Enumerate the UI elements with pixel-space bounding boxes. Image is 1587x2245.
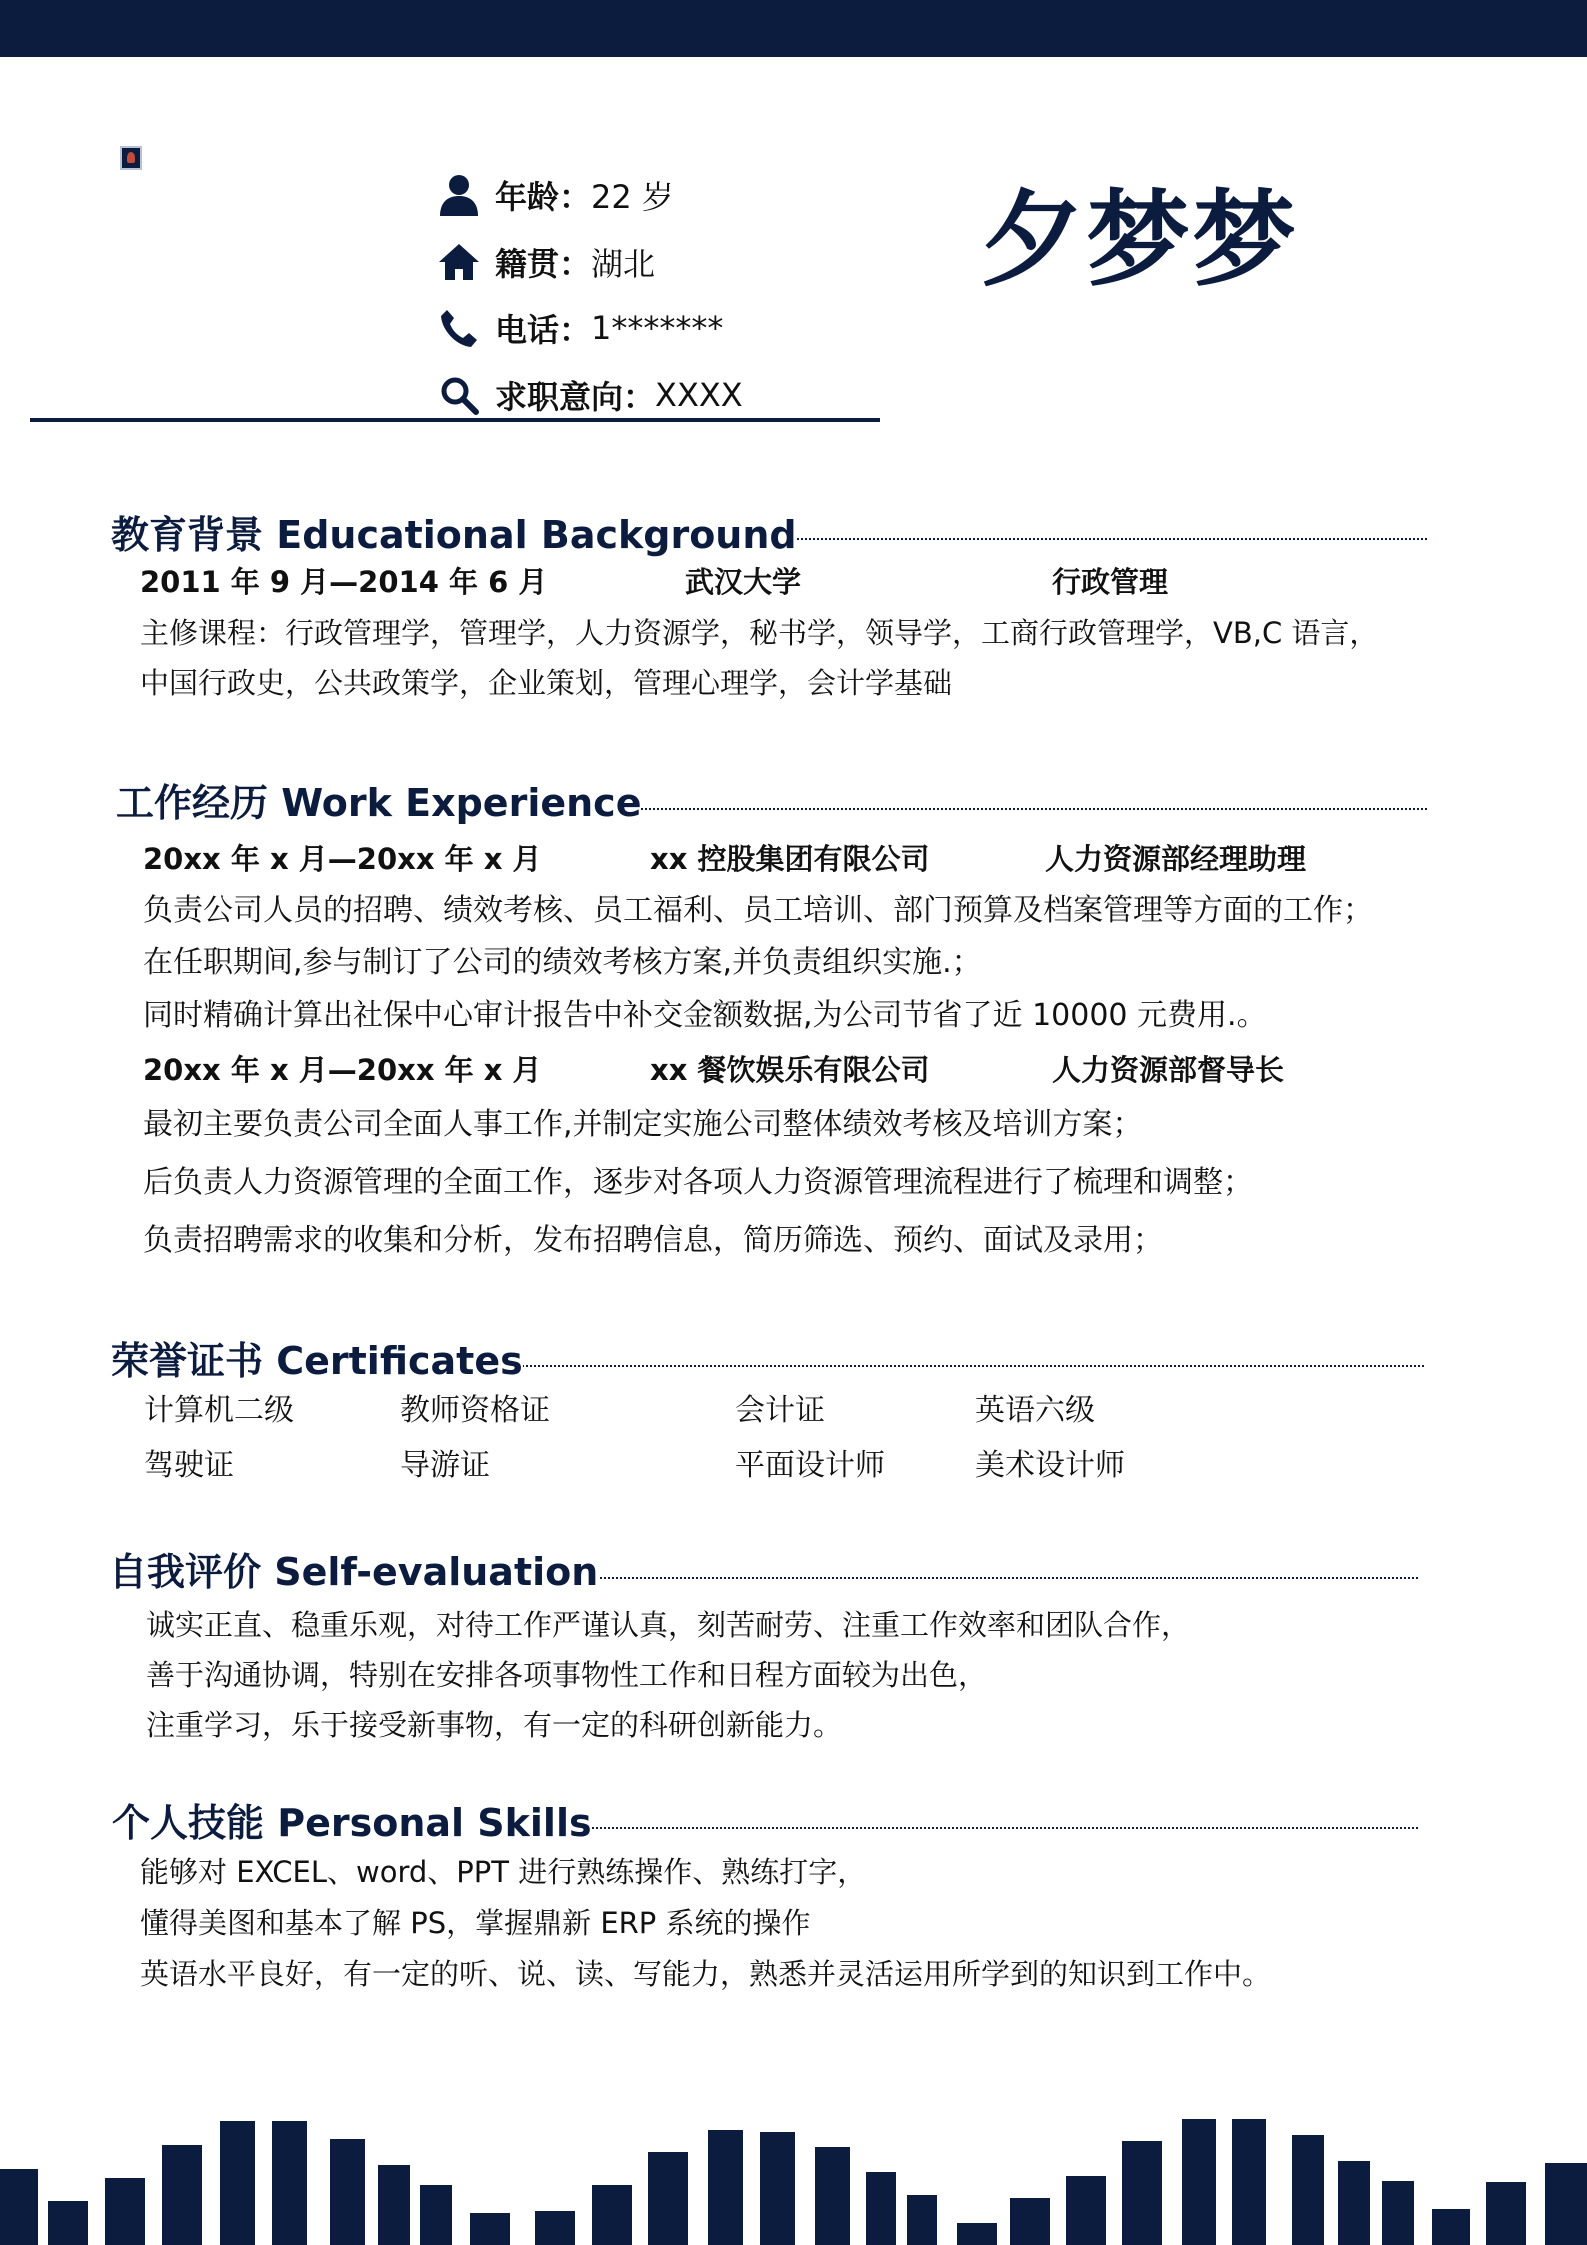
deco-bar <box>708 2130 743 2245</box>
work-title: 工作经历 Work Experience <box>116 781 642 825</box>
skills-line2: 懂得美图和基本了解 PS，掌握鼎新 ERP 系统的操作 <box>140 1906 811 1940</box>
top-banner <box>0 0 1587 57</box>
work-rule <box>590 808 1427 810</box>
certificates-title: 荣誉证书 Certificates <box>111 1339 523 1383</box>
candidate-name: 夕梦梦 <box>980 179 1299 301</box>
job2-line1: 最初主要负责公司全面人事工作,并制定实施公司整体绩效考核及培训方案； <box>143 1107 1143 1142</box>
skills-title: 个人技能 Personal Skills <box>112 1801 592 1845</box>
cert-item: 驾驶证 <box>144 1448 234 1483</box>
deco-bar <box>470 2213 510 2245</box>
deco-bar <box>48 2201 88 2245</box>
cert-item: 计算机二级 <box>144 1393 294 1428</box>
age-value: 22 岁 <box>591 178 674 216</box>
cert-item: 教师资格证 <box>400 1393 550 1428</box>
deco-bar <box>105 2178 145 2245</box>
skills-line3: 英语水平良好，有一定的听、说、读、写能力，熟悉并灵活运用所学到的知识到工作中。 <box>140 1957 1272 1991</box>
home-icon <box>437 240 481 284</box>
hometown-value: 湖北 <box>591 245 656 283</box>
deco-bar <box>1545 2163 1587 2245</box>
deco-bar <box>1182 2119 1216 2245</box>
certificates-rule <box>482 1365 1424 1367</box>
job1-line2: 在任职期间,参与制订了公司的绩效考核方案,并负责组织实施.； <box>143 945 982 980</box>
deco-bar <box>957 2223 997 2245</box>
education-school: 武汉大学 <box>685 565 802 599</box>
deco-bar <box>866 2172 896 2245</box>
job-intention-label: 求职意向： <box>495 378 656 416</box>
deco-bar <box>1486 2182 1526 2245</box>
job1-line1: 负责公司人员的招聘、绩效考核、员工福利、员工培训、部门预算及档案管理等方面的工作； <box>143 893 1373 928</box>
deco-bar <box>648 2152 688 2245</box>
education-rule <box>700 538 1427 540</box>
cert-item: 美术设计师 <box>975 1448 1125 1483</box>
deco-bar <box>272 2121 307 2245</box>
deco-bar <box>1232 2119 1266 2245</box>
education-major: 行政管理 <box>1052 565 1169 599</box>
self-evaluation-title: 自我评价 Self-evaluation <box>109 1550 599 1594</box>
self-evaluation-line2: 善于沟通协调，特别在安排各项事物性工作和日程方面较为出色， <box>146 1658 988 1692</box>
hometown-label: 籍贯： <box>495 245 592 283</box>
deco-bar <box>1122 2141 1162 2245</box>
job2-company: xx 餐饮娱乐有限公司 <box>650 1053 930 1087</box>
deco-bar <box>162 2145 202 2245</box>
header-divider <box>30 418 880 422</box>
job1-position: 人力资源部经理助理 <box>1045 842 1307 876</box>
education-period: 2011 年 9 月—2014 年 6 月 <box>140 565 548 599</box>
deco-bar <box>420 2185 452 2245</box>
deco-bar <box>535 2211 575 2245</box>
cert-item: 导游证 <box>400 1448 490 1483</box>
deco-bar <box>592 2185 632 2245</box>
job1-company: xx 控股集团有限公司 <box>650 842 930 876</box>
cert-item: 英语六级 <box>975 1393 1095 1428</box>
age-label: 年龄： <box>495 178 592 216</box>
info-age <box>437 170 674 220</box>
deco-bar <box>0 2169 38 2245</box>
self-evaluation-line1: 诚实正直、稳重乐观，对待工作严谨认真，刻苦耐劳、注重工作效率和团队合作， <box>146 1608 1191 1642</box>
deco-bar <box>220 2121 255 2245</box>
job1-line3: 同时精确计算出社保中心审计报告中补交金额数据,为公司节省了近 10000 元费用.。 <box>143 998 1267 1033</box>
info-job-intention <box>437 370 743 420</box>
job2-position: 人力资源部督导长 <box>1052 1053 1285 1087</box>
education-title: 教育背景 Educational Background <box>111 513 797 557</box>
deco-bar <box>1432 2209 1470 2245</box>
phone-label: 电话： <box>495 311 592 349</box>
cert-item: 会计证 <box>735 1393 825 1428</box>
deco-bar <box>330 2139 365 2245</box>
self-evaluation-rule <box>548 1577 1418 1579</box>
cert-item: 平面设计师 <box>735 1448 885 1483</box>
deco-bar <box>1382 2181 1414 2245</box>
photo-thumbnail <box>120 146 142 170</box>
skills-line1: 能够对 EXCEL、word、PPT 进行熟练操作、熟练打字， <box>140 1855 867 1889</box>
info-phone <box>437 303 723 353</box>
self-evaluation-line3: 注重学习，乐于接受新事物，有一定的科研创新能力。 <box>146 1708 843 1742</box>
deco-bar <box>1010 2198 1050 2245</box>
info-hometown <box>437 237 655 287</box>
deco-bar <box>907 2195 937 2245</box>
search-icon <box>437 373 481 417</box>
person-icon <box>437 173 481 217</box>
job2-line2: 后负责人力资源管理的全面工作，逐步对各项人力资源管理流程进行了梳理和调整； <box>143 1165 1253 1200</box>
phone-icon <box>437 306 481 350</box>
deco-bar <box>378 2165 410 2245</box>
phone-value: 1******* <box>591 309 724 347</box>
deco-bar <box>815 2147 850 2245</box>
deco-bar <box>1338 2161 1370 2245</box>
job-intention-value: XXXX <box>655 376 743 414</box>
deco-bar <box>1292 2135 1324 2245</box>
skills-rule <box>540 1827 1418 1829</box>
job2-line3: 负责招聘需求的收集和分析，发布招聘信息，简历筛选、预约、面试及录用； <box>143 1223 1163 1258</box>
education-courses-line2: 中国行政史，公共政策学，企业策划，管理心理学，会计学基础 <box>140 666 953 700</box>
decorative-bars <box>0 2105 1587 2245</box>
education-courses-line1: 主修课程：行政管理学，管理学，人力资源学，秘书学，领导学，工商行政管理学，VB,C 语言， <box>140 616 1379 650</box>
job2-period: 20xx 年 x 月—20xx 年 x 月 <box>143 1053 542 1087</box>
job1-period: 20xx 年 x 月—20xx 年 x 月 <box>143 842 542 876</box>
deco-bar <box>760 2132 795 2245</box>
deco-bar <box>1066 2176 1106 2245</box>
